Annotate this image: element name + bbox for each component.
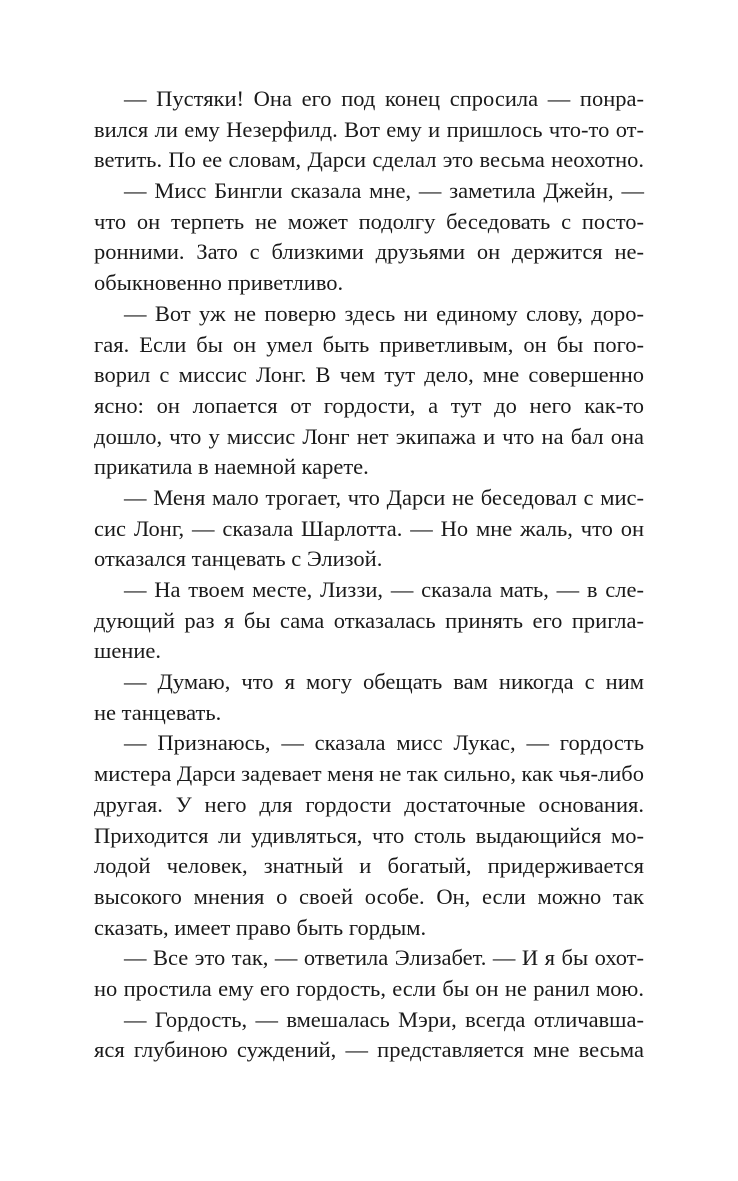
text-line: — Думаю, что я могу обещать вам никогда с ним [124, 669, 644, 695]
text-line: шение. [94, 638, 162, 664]
text-line: — Вот уж не поверю здесь ни единому слову, доро- [124, 300, 644, 326]
text-line: вился ли ему Незерфилд. Вот ему и пришлось что-то от- [94, 116, 644, 142]
text-line: гая. Если бы он умел быть приветливым, он бы пого- [94, 331, 644, 357]
text-line: мистера Дарси задевает меня не так сильно, как чья-либо [94, 761, 644, 787]
text-line: обыкновенно приветливо. [94, 270, 344, 296]
text-line: — Гордость, — вмешалась Мэри, всегда отличавша- [124, 1006, 644, 1032]
text-line: другая. У него для гордости достаточные основания. [94, 791, 644, 817]
text-line: дошло, что у миссис Лонг нет экипажа и что на бал она [94, 423, 644, 449]
page-text [94, 84, 644, 1066]
text-line: — Все это так, — ответила Элизабет. — И я бы охот- [124, 945, 644, 971]
text-line: ворил с миссис Лонг. В чем тут дело, мне совершенно [94, 362, 644, 388]
text-line: высокого мнения о своей особе. Он, если можно так [94, 883, 644, 909]
text-line: сказать, имеет право быть гордым. [94, 914, 427, 940]
text-line: — Мисс Бингли сказала мне, — заметила Джейн, — [124, 178, 644, 204]
text-line: — Признаюсь, — сказала мисс Лукас, — гордость [124, 730, 644, 756]
text-line: прикатила в наемной карете. [94, 454, 369, 480]
text-line: но простила ему его гордость, если бы он не ранил мою. [94, 975, 644, 1001]
text-line: ясно: он лопается от гордости, а тут до него как-то [94, 392, 644, 418]
text-line: — На твоем месте, Лиззи, — сказала мать, — в сле- [124, 577, 644, 602]
text-line: сис Лонг, — сказала Шарлотта. — Но мне жаль, что он [94, 515, 644, 541]
text-line: ветить. По ее словам, Дарси сделал это весьма неохотно. [94, 147, 644, 173]
text-line: что он терпеть не может подолгу беседовать с посто- [94, 208, 644, 234]
text-line: Приходится ли удивляться, что столь выдающийся мо- [94, 822, 644, 848]
text-line: не танцевать. [94, 699, 222, 725]
text-line: ронними. Зато с близкими друзьями он держится не- [94, 239, 644, 265]
text-line: дующий раз я бы сама отказалась принять его пригла- [94, 607, 644, 633]
text-line: лодой человек, знатный и богатый, придерживается [94, 853, 644, 879]
text-line: — Пустяки! Она его под конец спросила — понра- [124, 86, 644, 111]
text-line: — Меня мало трогает, что Дарси не беседовал с мис- [124, 484, 644, 510]
text-line: яся глубиною суждений, — представляется мне весьма [94, 1037, 644, 1063]
text-line: отказался танцевать с Элизой. [94, 546, 383, 572]
